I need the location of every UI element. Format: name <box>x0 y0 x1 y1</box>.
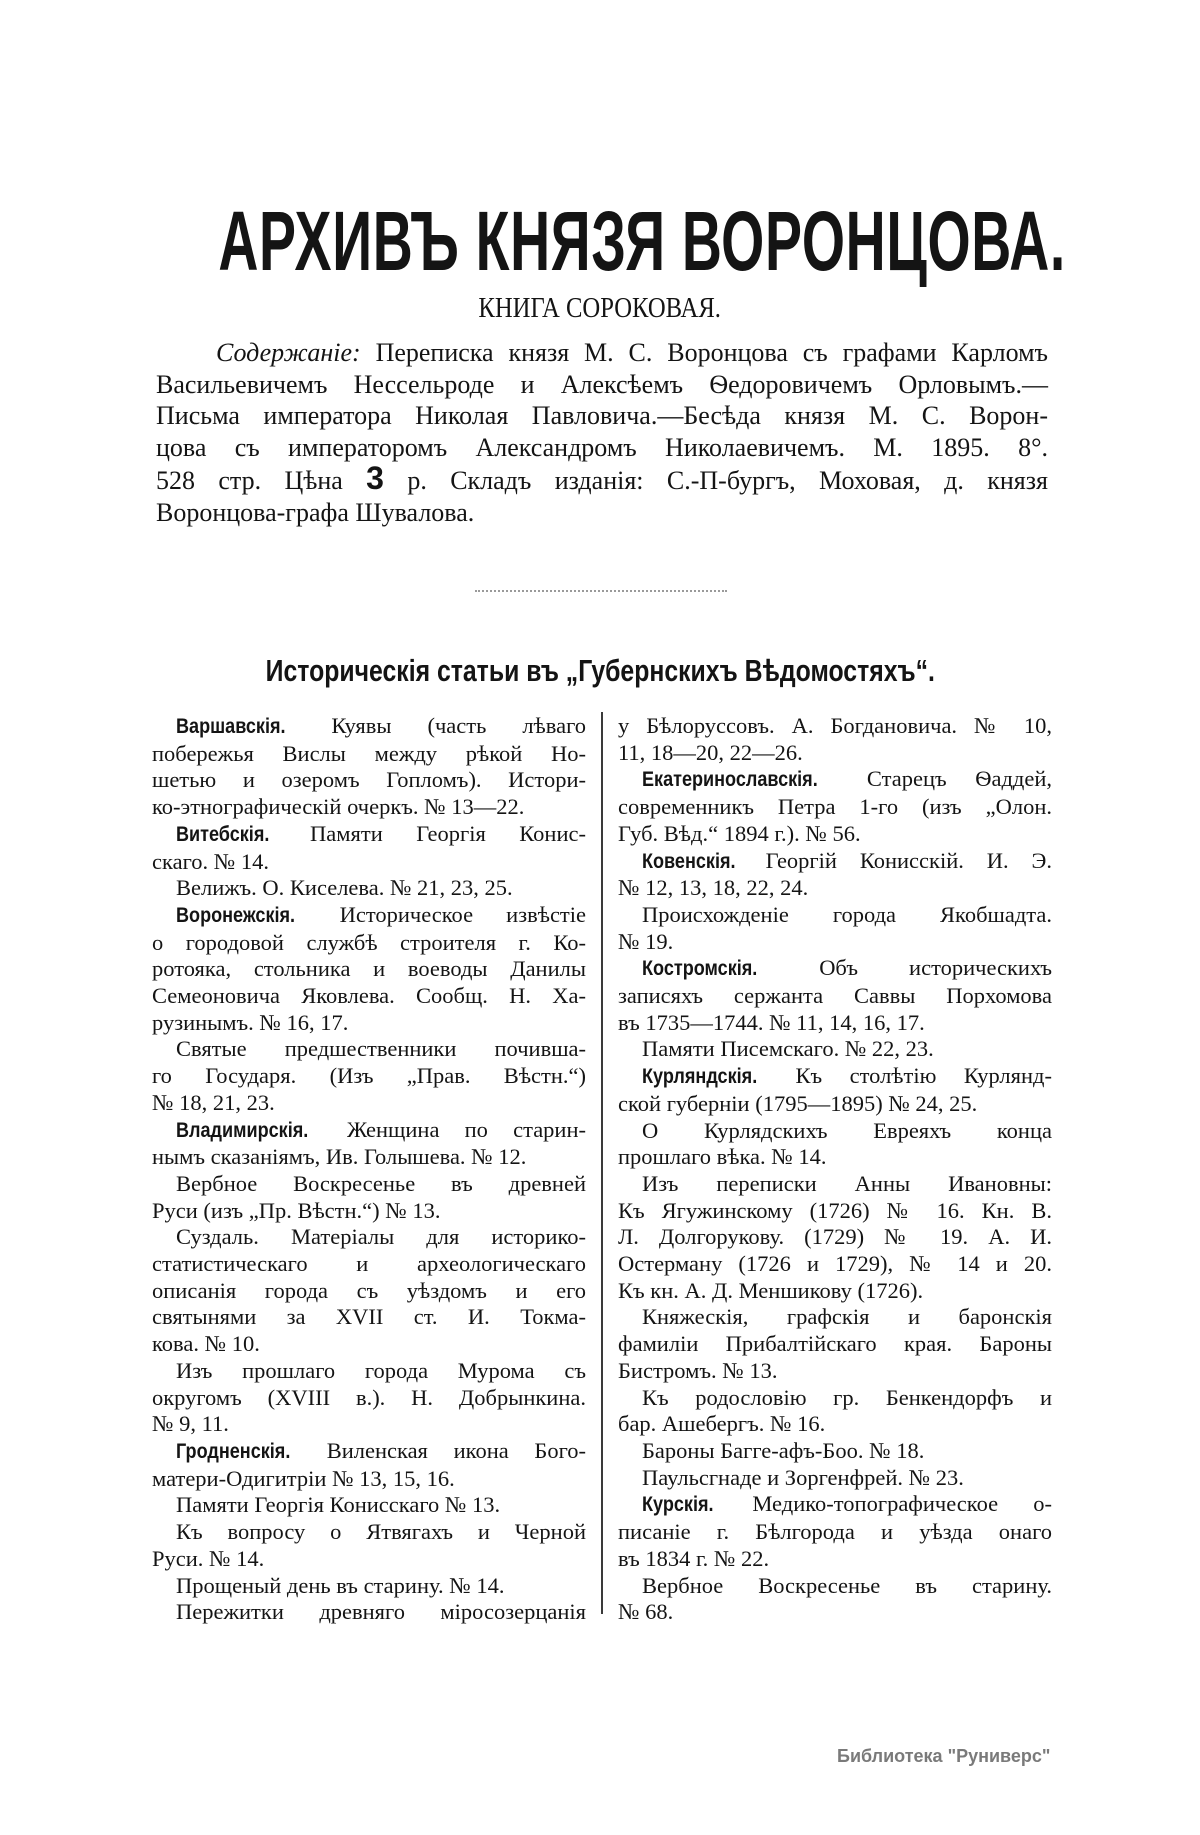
entry-text: описанія города съ уѣздомъ и его <box>152 1277 586 1303</box>
entry-text: го Государя. (Изъ „Прав. Вѣстн.“) <box>152 1063 586 1089</box>
page-title: АРХИВЪ КНЯЗЯ ВОРОНЦОВА. <box>218 194 1066 288</box>
entry-line <box>152 1063 586 1090</box>
entry-line <box>152 956 586 983</box>
entry-line <box>152 794 586 821</box>
entry-text: Медико-топографическое о- <box>752 1491 1052 1517</box>
province-name: Екатеринославскія. <box>642 768 818 792</box>
entry-text: Къ вопросу о Ятвягахъ и Черной <box>176 1519 586 1545</box>
index-entry <box>152 1438 586 1492</box>
entry-text: ко-этнографическій очеркъ. № 13—22. <box>152 794 525 820</box>
entry-text: № 18, 21, 23. <box>152 1089 275 1115</box>
index-entry <box>618 1491 1052 1572</box>
index-entry <box>152 1519 586 1572</box>
entry-line <box>152 1036 586 1063</box>
entry-line <box>618 740 1052 767</box>
entry-line <box>618 1224 1052 1251</box>
index-entry <box>152 1224 586 1358</box>
index-entry <box>618 1036 1052 1063</box>
entry-text: скаго. № 14. <box>152 848 269 874</box>
index-entry <box>152 1171 586 1224</box>
entry-line <box>618 1438 1052 1465</box>
province-name: Воронежскія. <box>176 903 296 927</box>
entry-line <box>152 1492 586 1519</box>
entry-text: Л. Долгорукову. (1729) № 19. А. И. <box>618 1224 1052 1250</box>
entry-line <box>152 1573 586 1600</box>
entry-line <box>152 930 586 957</box>
entry-line <box>152 1010 586 1037</box>
entry-line <box>152 1411 586 1438</box>
entry-text: Къ столѣтію Курлянд- <box>795 1063 1052 1089</box>
index-entry <box>152 1599 586 1626</box>
entry-line <box>152 821 586 849</box>
entry-line <box>152 849 586 876</box>
index-entry <box>618 1118 1052 1171</box>
contents-label: Содержаніе: <box>216 338 361 367</box>
entry-text: Историческое извѣстіе <box>339 901 586 927</box>
entry-line <box>152 1090 586 1117</box>
index-entry <box>618 955 1052 1036</box>
entry-text: Руси. № 14. <box>152 1545 265 1571</box>
entry-line <box>152 875 586 902</box>
index-entry <box>152 902 586 1037</box>
entry-line <box>152 767 586 794</box>
entry-text: Губ. Вѣд.“ 1894 г.). № 56. <box>618 820 861 846</box>
entry-line <box>618 848 1052 876</box>
entry-text: побережья Вислы между рѣкой Но- <box>152 740 586 766</box>
index-entry <box>618 1063 1052 1117</box>
entry-text: записяхъ сержанта Саввы Порхомова <box>618 983 1052 1009</box>
paragraph-text: 528 стр. Цѣна <box>156 466 367 496</box>
entry-line <box>618 1304 1052 1331</box>
entry-text: фамиліи Прибалтійскаго края. Бароны <box>618 1331 1052 1357</box>
entry-line <box>152 1304 586 1331</box>
province-name: Ковенскія. <box>642 849 736 873</box>
entry-line <box>618 821 1052 848</box>
index-entry <box>618 1438 1052 1465</box>
entry-text: современникъ Петра 1-го (изъ „Олон. <box>618 794 1052 820</box>
entry-text: Пережитки древняго міросозерцанія <box>176 1599 586 1625</box>
entry-text: Вербное Воскресенье въ старину. <box>642 1572 1052 1598</box>
province-name: Курляндскія. <box>642 1065 758 1089</box>
entry-text: нымъ сказаніямъ, Ив. Голышева. № 12. <box>152 1144 527 1170</box>
entry-text: Объ историческихъ <box>819 955 1052 981</box>
entry-line <box>618 794 1052 821</box>
entry-text: Памяти Георгія Конисскаго № 13. <box>176 1492 501 1518</box>
entry-text: Прощеный день въ старину. № 14. <box>176 1572 505 1598</box>
index-entry <box>618 848 1052 902</box>
entry-text: кова. № 10. <box>152 1331 260 1357</box>
entry-text: Руси (изъ „Пр. Вѣстн.“) № 13. <box>152 1197 441 1223</box>
province-name: Витебскія. <box>176 822 270 846</box>
entry-text: Семеоновича Яковлева. Сообщ. Н. Ха- <box>152 983 586 1009</box>
entry-line <box>152 1466 586 1493</box>
entry-line <box>152 1599 586 1626</box>
paragraph-text: р. Складъ изданія: С.-П-бургъ, Моховая, д. князя <box>383 466 1048 496</box>
entry-line <box>618 766 1052 794</box>
index-entry <box>152 1573 586 1600</box>
entry-text: матери-Одигитріи № 13, 15, 16. <box>152 1465 455 1491</box>
province-name: Владимирскія. <box>176 1118 309 1142</box>
entry-line <box>618 713 1052 740</box>
index-entry <box>618 1171 1052 1305</box>
entry-text: № 12, 13, 18, 22, 24. <box>618 875 809 901</box>
province-name: Курскія. <box>642 1493 714 1517</box>
entry-line <box>618 1010 1052 1037</box>
entry-line <box>152 902 586 930</box>
paragraph-text: Переписка князя М. С. Воронцова съ графами Карломъ <box>360 338 1048 367</box>
entry-line <box>152 1117 586 1145</box>
index-entry <box>618 1573 1052 1626</box>
index-entry <box>618 902 1052 955</box>
entry-line <box>618 1385 1052 1412</box>
entry-line <box>152 1198 586 1225</box>
entry-line <box>152 1438 586 1466</box>
entry-line <box>152 1546 586 1573</box>
entry-text: Памяти Писемскаго. № 22, 23. <box>642 1036 934 1062</box>
entry-line <box>152 1358 586 1385</box>
province-name: Костромскія. <box>642 957 758 981</box>
index-entry <box>152 713 586 821</box>
entry-line <box>618 1358 1052 1385</box>
entry-text: № 68. <box>618 1599 674 1625</box>
entry-line <box>618 1331 1052 1358</box>
entry-line <box>618 1519 1052 1546</box>
entry-line <box>152 1278 586 1305</box>
entry-line <box>618 1411 1052 1438</box>
entry-text: Памяти Георгія Конис- <box>310 820 586 846</box>
entry-text: 11, 18—20, 22—26. <box>618 739 803 765</box>
entry-text: ротояка, стольника и воеводы Данилы <box>152 956 586 982</box>
entry-text: О Курлядскихъ Евреяхъ конца <box>642 1117 1052 1143</box>
paragraph-line: Письма императора Николая Павловича.—Бесѣда князя М. С. Ворон- <box>156 401 1048 431</box>
index-entry <box>152 821 586 875</box>
index-entry <box>152 1492 586 1519</box>
entry-line <box>618 1599 1052 1626</box>
index-entry <box>152 1358 586 1438</box>
paragraph-line <box>156 337 1048 369</box>
entry-line <box>152 1385 586 1412</box>
entry-line <box>618 1491 1052 1519</box>
entry-line <box>152 1331 586 1358</box>
entry-line <box>152 1171 586 1198</box>
entry-line <box>152 1224 586 1251</box>
entry-text: Изъ прошлаго города Мурома съ <box>176 1357 586 1383</box>
entry-text: Вербное Воскресенье въ древней <box>176 1170 586 1196</box>
column-rule <box>601 712 603 1614</box>
entry-line <box>152 741 586 768</box>
entry-text: Къ родословію гр. Бенкендорфъ и <box>642 1384 1052 1410</box>
entry-text: Виленская икона Бого- <box>326 1437 586 1463</box>
entry-line <box>618 1198 1052 1225</box>
entry-text: Остерману (1726 и 1729), № 14 и 20. <box>618 1251 1052 1277</box>
entry-text: округомъ (XVIII в.). Н. Добрынкина. <box>152 1384 586 1410</box>
entry-text: Изъ переписки Анны Ивановны: <box>642 1170 1052 1196</box>
entry-text: Георгій Конисскій. И. Э. <box>765 847 1052 873</box>
entry-line <box>618 1251 1052 1278</box>
entry-text: шетью и озеромъ Гопломъ). Истори- <box>152 767 586 793</box>
ornamental-divider <box>475 590 727 592</box>
entry-text: Велижъ. О. Киселева. № 21, 23, 25. <box>176 875 513 901</box>
entry-line <box>618 1171 1052 1198</box>
index-entry <box>152 1117 586 1171</box>
entry-text: Къ Ягужинскому (1726) № 16. Кн. В. <box>618 1197 1052 1223</box>
entry-text: Женщина по старин- <box>347 1116 586 1142</box>
entry-line <box>618 983 1052 1010</box>
entry-text: рузинымъ. № 16, 17. <box>152 1009 349 1035</box>
entry-line <box>152 713 586 741</box>
entry-line <box>618 1091 1052 1118</box>
entry-line <box>618 875 1052 902</box>
contents-paragraph <box>156 337 1048 529</box>
entry-line <box>618 1573 1052 1600</box>
entry-line <box>618 1036 1052 1063</box>
section-heading: Историческія статьи въ „Губернскихъ Вѣдомостяхъ“. <box>265 653 935 688</box>
entry-text: № 9, 11. <box>152 1411 229 1437</box>
entry-line <box>618 1465 1052 1492</box>
entry-line <box>618 902 1052 929</box>
entry-text: въ 1735—1744. № 11, 14, 16, 17. <box>618 1009 925 1035</box>
paragraph-line <box>156 460 1048 497</box>
entry-line <box>152 1144 586 1171</box>
entry-line <box>618 1063 1052 1091</box>
right-column <box>618 713 1052 1626</box>
entry-text: Къ кн. А. Д. Меншикову (1726). <box>618 1277 924 1303</box>
entry-text: въ 1834 г. № 22. <box>618 1545 770 1571</box>
entry-line <box>152 1519 586 1546</box>
entry-text: святынями за XVII ст. И. Токма- <box>152 1304 586 1330</box>
entry-text: Бароны Багге-афъ-Боо. № 18. <box>642 1437 925 1463</box>
entry-line <box>618 955 1052 983</box>
price-value: 3 <box>366 460 384 497</box>
entry-text: Святые предшественники почивша- <box>176 1036 586 1062</box>
entry-text: у Бѣлоруссовъ. А. Богдановича. № 10, <box>618 713 1052 738</box>
entry-line <box>618 1546 1052 1573</box>
entry-text: статистическаго и археологическаго <box>152 1251 586 1277</box>
entry-text: ской губерніи (1795—1895) № 24, 25. <box>618 1090 978 1116</box>
index-entry <box>152 1036 586 1116</box>
index-entry <box>618 1385 1052 1438</box>
entry-line <box>618 1278 1052 1305</box>
index-entry <box>618 1304 1052 1384</box>
subtitle-block <box>0 292 1200 325</box>
entry-line <box>152 983 586 1010</box>
paragraph-line: Воронцова-графа Шувалова. <box>156 497 475 527</box>
section-heading-block <box>0 653 1200 689</box>
entry-text: Бистромъ. № 13. <box>618 1357 778 1383</box>
entry-text: Старецъ Ѳаддей, <box>866 766 1052 792</box>
entry-text: Княжескія, графскія и баронскія <box>642 1304 1052 1330</box>
entry-text: о городовой службѣ строителя г. Ко- <box>152 929 586 955</box>
province-name: Варшавскія. <box>176 715 286 738</box>
entry-text: Происхожденіе города Якобшадта. <box>642 901 1052 927</box>
index-entry <box>618 1465 1052 1492</box>
entry-line <box>618 1118 1052 1145</box>
entry-text: Паульсгнаде и Зоргенфрей. № 23. <box>642 1464 964 1490</box>
entry-text: Суздаль. Матеріалы для историко- <box>176 1224 586 1250</box>
paragraph-line: Васильевичемъ Нессельроде и Алексѣемъ Ѳедоровичемъ Орловымъ.— <box>156 369 1048 399</box>
entry-text: № 19. <box>618 928 674 954</box>
entry-line <box>618 1144 1052 1171</box>
entry-line <box>618 929 1052 956</box>
entry-line <box>152 1251 586 1278</box>
entry-text: бар. Ашебергъ. № 16. <box>618 1411 826 1437</box>
book-subtitle: КНИГА СОРОКОВАЯ. <box>478 292 722 324</box>
entry-text: Куявы (часть лѣваго <box>331 713 586 738</box>
entry-text: прошлаго вѣка. № 14. <box>618 1144 827 1170</box>
province-name: Гродненскія. <box>176 1439 291 1463</box>
title-block <box>0 196 1200 286</box>
paragraph-line: цова съ императоромъ Александромъ Николаевичемъ. М. 1895. 8°. <box>156 432 1048 462</box>
left-column <box>152 713 586 1626</box>
library-watermark: Библиотека "Руниверс" <box>837 1746 1051 1766</box>
entry-text: писаніе г. Бѣлгорода и уѣзда онаго <box>618 1519 1052 1545</box>
index-entry <box>152 875 586 902</box>
index-entry <box>618 766 1052 847</box>
index-entry <box>618 713 1052 766</box>
